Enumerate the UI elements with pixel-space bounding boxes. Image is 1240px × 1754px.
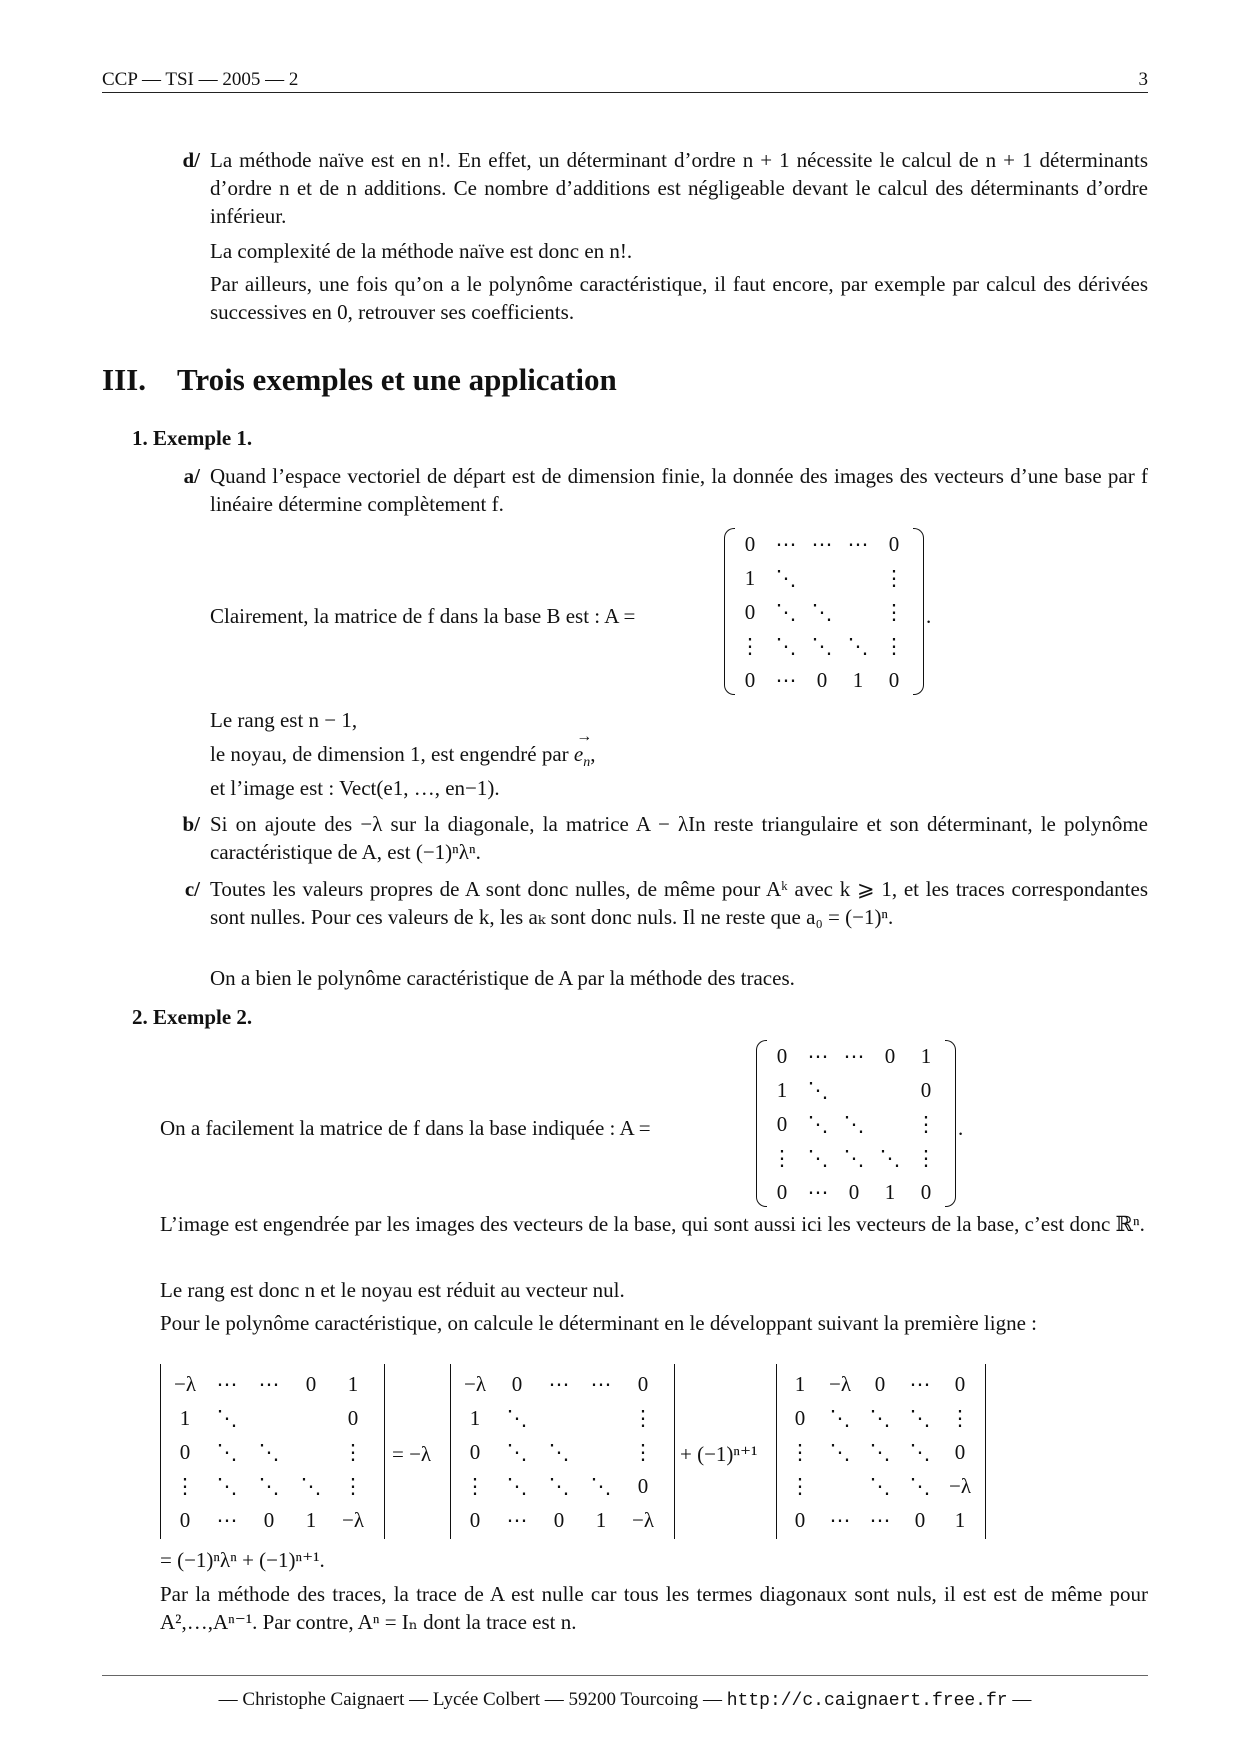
matrix-cell: ⋱ — [847, 634, 869, 658]
determinant-1 — [160, 1364, 385, 1539]
matrix-cell: ⋮ — [789, 1440, 811, 1464]
matrix-cell: ⋯ — [807, 1180, 829, 1204]
matrix-cell: −λ — [173, 1372, 197, 1396]
matrix-cell: ⋱ — [807, 1146, 829, 1170]
matrix-cell: 0 — [637, 1474, 649, 1498]
matrix-cell: 1 — [852, 668, 864, 692]
matrix-cell: 0 — [263, 1508, 275, 1532]
matrix-cell: ⋱ — [590, 1474, 612, 1498]
matrix-cell: ⋮ — [883, 600, 905, 624]
matrix-cell: 1 — [794, 1372, 806, 1396]
section-number: III. — [102, 362, 146, 397]
matrix-cell: ⋱ — [909, 1440, 931, 1464]
ex1-c-conclusion: On a bien le polynôme caractéristique de A par la méthode des traces. — [210, 966, 795, 990]
matrix-cell: 1 — [469, 1406, 481, 1430]
matrix-cell: ⋮ — [632, 1440, 654, 1464]
matrix-cell: −λ — [828, 1372, 852, 1396]
matrix-cell: ⋱ — [258, 1474, 280, 1498]
matrix-cell: 0 — [884, 1044, 896, 1068]
matrix-cell: ⋮ — [739, 634, 761, 658]
matrix-cell: ⋯ — [590, 1372, 612, 1396]
matrix-cell: ⋱ — [216, 1440, 238, 1464]
matrix-cell: ⋮ — [883, 566, 905, 590]
matrix-cell: ⋯ — [548, 1372, 570, 1396]
matrix-cell: ⋮ — [632, 1406, 654, 1430]
eq-plus-sign-term: + (−1)ⁿ⁺¹ — [680, 1442, 758, 1466]
matrix-cell: ⋮ — [464, 1474, 486, 1498]
matrix-cell: ⋱ — [548, 1474, 570, 1498]
matrix-cell: 0 — [848, 1180, 860, 1204]
matrix-cell: ⋮ — [174, 1474, 196, 1498]
matrix-cell: ⋱ — [506, 1406, 528, 1430]
matrix-cell: 1 — [954, 1508, 966, 1532]
matrix-cell: 0 — [511, 1372, 523, 1396]
matrix-cell: −λ — [341, 1508, 365, 1532]
right-paren — [913, 528, 924, 695]
matrix-cell: ⋱ — [775, 634, 797, 658]
determinant-3 — [776, 1364, 986, 1539]
part-d-paragraph-2: La complexité de la méthode naïve est donc en n!. — [210, 239, 633, 263]
item-label-b: b/ — [182, 812, 200, 836]
matrix-cell: 0 — [776, 1180, 788, 1204]
matrix-cell: 0 — [776, 1044, 788, 1068]
part-d-paragraph-3: Par ailleurs, une fois qu’on a le polynôme caractéristique, il faut encore, par exemple par calcul des dérivées successives en 0, retrouver ses coefficients. — [210, 272, 1148, 324]
matrix-cell: ⋯ — [258, 1372, 280, 1396]
determinant-2 — [450, 1364, 675, 1539]
matrix-cell: −λ — [463, 1372, 487, 1396]
ex1-rank: Le rang est n − 1, — [210, 708, 358, 732]
matrix-cell: 0 — [179, 1508, 191, 1532]
matrix-cell: 0 — [954, 1372, 966, 1396]
matrix-cell: ⋯ — [869, 1508, 891, 1532]
item-label-a: a/ — [183, 464, 200, 488]
ex1-c-text: Toutes les valeurs propres de A sont donc nulles, de même pour Aᵏ avec k ⩾ 1, et les traces correspondantes sont nulles. Pour ces valeurs de k, les aₖ sont donc nuls. Il ne reste que a₀ = (−1)ⁿ. — [210, 877, 1148, 929]
matrix-cell: 0 — [888, 668, 900, 692]
matrix-cell: 0 — [744, 668, 756, 692]
matrix-cell: 1 — [595, 1508, 607, 1532]
matrix-cell: 1 — [920, 1044, 932, 1068]
matrix-cell: 1 — [305, 1508, 317, 1532]
ex2-matrix — [756, 1036, 956, 1211]
ex1-matrix — [724, 524, 924, 699]
matrix-cell: ⋱ — [807, 1078, 829, 1102]
matrix-cell: 0 — [469, 1440, 481, 1464]
matrix-cell: ⋯ — [775, 532, 797, 556]
matrix-cell: ⋮ — [949, 1406, 971, 1430]
page-header — [102, 62, 1148, 93]
matrix-cell: ⋱ — [775, 566, 797, 590]
matrix-cell: 0 — [179, 1440, 191, 1464]
matrix-cell: ⋱ — [879, 1146, 901, 1170]
matrix-cell: ⋯ — [216, 1508, 238, 1532]
matrix-cell: ⋱ — [869, 1440, 891, 1464]
example-1-heading: 1. Exemple 1. — [132, 426, 253, 450]
matrix-cell: ⋱ — [216, 1474, 238, 1498]
matrix-cell: 1 — [776, 1078, 788, 1102]
matrix-cell: ⋱ — [829, 1406, 851, 1430]
matrix-cell: 0 — [914, 1508, 926, 1532]
section-heading — [102, 362, 617, 397]
matrix-cell: 1 — [884, 1180, 896, 1204]
matrix-cell: −λ — [948, 1474, 972, 1498]
matrix-cell: 0 — [954, 1440, 966, 1464]
matrix-cell: −λ — [631, 1508, 655, 1532]
matrix-cell: ⋱ — [807, 1112, 829, 1136]
matrix-cell: ⋱ — [829, 1440, 851, 1464]
matrix-cell: ⋯ — [811, 532, 833, 556]
matrix-cell: 0 — [888, 532, 900, 556]
matrix-cell: ⋯ — [909, 1372, 931, 1396]
ex1-kernel: le noyau, de dimension 1, est engendré par → $e_n$, — [210, 740, 595, 768]
item-label-c: c/ — [184, 877, 200, 901]
matrix-cell: 1 — [179, 1406, 191, 1430]
matrix-cell: 1 — [347, 1372, 359, 1396]
part-d-paragraph-1: La méthode naïve est en n!. En effet, un déterminant d’ordre n + 1 nécessite le calcul de n + 1 déterminants d’ordre n et de n additions. Ce nombre d’additions est négligeable devant le calcul des déterminants d’ordre inférieur. — [210, 148, 1148, 228]
ex2-image-text: L’image est engendrée par les images des vecteurs de la base, qui sont aussi ici les vecteurs de la base, c’est donc ℝⁿ. — [160, 1212, 1145, 1236]
matrix-cell: ⋱ — [216, 1406, 238, 1430]
matrix-cell: ⋱ — [506, 1440, 528, 1464]
page-number: 3 — [1138, 69, 1148, 90]
matrix-cell: 0 — [553, 1508, 565, 1532]
example-2-heading: 2. Exemple 2. — [132, 1005, 253, 1029]
matrix-cell: ⋯ — [506, 1508, 528, 1532]
ex2-trace-text: Par la méthode des traces, la trace de A est nulle car tous les termes diagonaux sont nuls, il est est de même pour A²,…,Aⁿ⁻¹. Par contre, Aⁿ = Iₙ dont la trace est n. — [160, 1582, 1148, 1634]
matrix-cell: ⋱ — [811, 634, 833, 658]
matrix-cell: ⋮ — [342, 1474, 364, 1498]
matrix-cell: 0 — [874, 1372, 886, 1396]
matrix-cell: 0 — [920, 1180, 932, 1204]
matrix-cell: 0 — [776, 1112, 788, 1136]
matrix-cell: ⋯ — [807, 1044, 829, 1068]
matrix-cell: ⋱ — [258, 1440, 280, 1464]
matrix-cell: ⋱ — [775, 600, 797, 624]
matrix-cell: ⋮ — [883, 634, 905, 658]
matrix-cell: ⋱ — [843, 1146, 865, 1170]
ex1-matrix-intro: Clairement, la matrice de f dans la base B est : A = — [210, 604, 636, 628]
matrix-cell: ⋱ — [300, 1474, 322, 1498]
matrix-cell: ⋮ — [915, 1146, 937, 1170]
page-footer: — Christophe Caignaert — Lycée Colbert — 59200 Tourcoing — http://c.caignaert.free.fr — — [218, 1689, 1032, 1711]
matrix-cell: ⋮ — [771, 1146, 793, 1170]
matrix-cell: ⋱ — [843, 1112, 865, 1136]
matrix-cell: 1 — [744, 566, 756, 590]
matrix-cell: ⋱ — [869, 1474, 891, 1498]
matrix-cell: ⋱ — [548, 1440, 570, 1464]
matrix-cell: 0 — [794, 1406, 806, 1430]
matrix-cell: 0 — [469, 1508, 481, 1532]
matrix-cell: ⋯ — [843, 1044, 865, 1068]
footer-url[interactable]: http://c.caignaert.free.fr — [726, 1691, 1008, 1711]
ex1-a-text: Quand l’espace vectoriel de départ est de dimension finie, la donnée des images des vecteurs d’une base par f linéaire détermine complètement f. — [210, 464, 1148, 516]
matrix-cell: ⋮ — [915, 1112, 937, 1136]
ex2-matrix-intro: On a facilement la matrice de f dans la base indiquée : A = — [160, 1116, 651, 1140]
ex2-result: = (−1)ⁿλⁿ + (−1)ⁿ⁺¹. — [160, 1548, 325, 1572]
matrix-cell: 0 — [744, 600, 756, 624]
matrix-cell: 0 — [794, 1508, 806, 1532]
header-title: CCP — TSI — 2005 — 2 — [102, 69, 299, 90]
ex2-poly-text: Pour le polynôme caractéristique, on calcule le déterminant en le développant suivant la première ligne : — [160, 1311, 1038, 1335]
matrix-cell: 0 — [347, 1406, 359, 1430]
ex1-b-text: Si on ajoute des −λ sur la diagonale, la matrice A − λIn reste triangulaire et son déterminant, le polynôme caractéristique de A, est (−1)ⁿλⁿ. — [210, 812, 1148, 864]
matrix-cell: 0 — [305, 1372, 317, 1396]
vector-en: → $e_n$ — [574, 740, 590, 768]
matrix-cell: ⋱ — [506, 1474, 528, 1498]
matrix-cell: ⋯ — [847, 532, 869, 556]
matrix-cell: ⋮ — [342, 1440, 364, 1464]
matrix-cell: ⋱ — [909, 1406, 931, 1430]
matrix-cell: ⋯ — [775, 668, 797, 692]
footer-rule — [102, 1675, 1148, 1676]
ex1-image: et l’image est : Vect(e1, …, en−1). — [210, 776, 500, 800]
section-title: Trois exemples et une application — [177, 362, 617, 397]
matrix-cell: ⋱ — [869, 1406, 891, 1430]
matrix-cell: 0 — [816, 668, 828, 692]
item-label-d: d/ — [182, 148, 200, 172]
matrix-cell: ⋱ — [811, 600, 833, 624]
matrix-cell: ⋮ — [789, 1474, 811, 1498]
eq-minus-lambda: = −λ — [392, 1442, 432, 1466]
matrix-cell: ⋯ — [216, 1372, 238, 1396]
matrix-cell: ⋱ — [909, 1474, 931, 1498]
matrix-cell: 0 — [920, 1078, 932, 1102]
matrix-cell: 0 — [744, 532, 756, 556]
matrix-cell: 0 — [637, 1372, 649, 1396]
ex2-rank-text: Le rang est donc n et le noyau est réduit au vecteur nul. — [160, 1278, 625, 1302]
matrix-cell: ⋯ — [829, 1508, 851, 1532]
